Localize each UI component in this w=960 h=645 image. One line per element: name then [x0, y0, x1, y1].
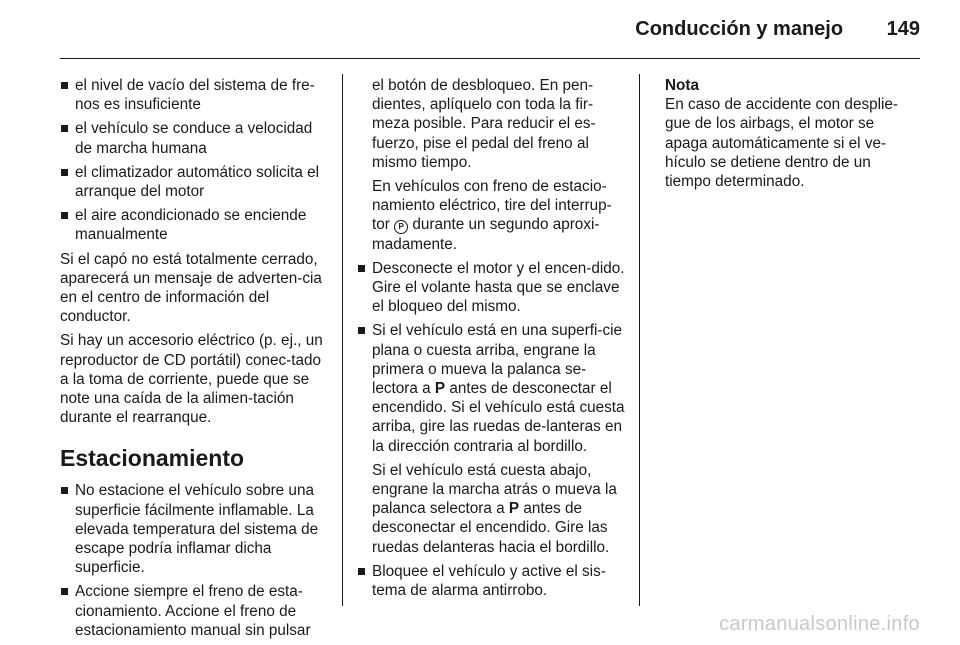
section-title: Conducción y manejo [635, 18, 844, 40]
heading-parking: Estacionamiento [60, 445, 245, 472]
parking-brake-icon: P [394, 220, 408, 234]
paragraph-hood: Si el capó no está totalmente cerrado, aparecerá un mensaje de adverten-cia en el centro de información del conductor. [60, 250, 322, 326]
note-title: Nota [665, 77, 699, 94]
electric-brake-text-b: durante un segundo aproxi-madamente. [372, 216, 600, 253]
paragraph-accessory: Si hay un accesorio eléctrico (p. ej., un reproductor de CD portátil) conec-tado a la toma de corriente, puede que se note una caída de la alimen-tación durante el rearranque. [60, 332, 323, 427]
list-item: Accione siempre el freno de esta-cionamiento. Accione el freno de estacionamiento manual sin pulsar [60, 582, 330, 640]
list-item: el nivel de vacío del sistema de fre-nos es insuficiente [60, 76, 330, 114]
watermark: carmanualsonline.info [719, 613, 920, 635]
list-item [357, 321, 627, 455]
page-number: 149 [886, 18, 920, 40]
slope-text-a: Si el vehículo está en una superfi-cie plana o cuesta arriba, engrane la primera o mueva la palanca se-lectora a [372, 322, 622, 398]
gear-p: P [508, 500, 520, 518]
list-item: No estacione el vehículo sobre una superficie fácilmente inflamable. La elevada temperatura del sistema de escape podría inflamar dicha superficie. [60, 481, 330, 577]
page-header [60, 18, 920, 41]
list-item: el vehículo se conduce a velocidad de marcha humana [60, 119, 330, 157]
column-1 [60, 76, 330, 645]
list-item: el aire acondicionado se enciende manualmente [60, 206, 330, 244]
paragraph-continued: el botón de desbloqueo. En pen-dientes, aplíquelo con toda la fir-meza posible. Para reducir el es-fuerzo, pise el pedal del freno al mismo tiempo. [372, 77, 596, 171]
column-divider-2 [639, 74, 640, 606]
note-text: En caso de accidente con desplie-gue de los airbags, el motor se apaga automáticamente si el ve-hículo se detiene dentro de un tiempo determinado. [665, 96, 899, 191]
column-2 [357, 76, 627, 605]
list-item: Desconecte el motor y el encen-dido. Gire el volante hasta que se enclave el bloqueo del mismo. [357, 259, 627, 317]
gear-p: P [434, 380, 446, 398]
electric-brake-text-a: En vehículos con freno de estacio-namiento eléctrico, tire del interrup-tor [372, 178, 612, 234]
downhill-text-b: antes de desconectar el encendido. Gire las ruedas delanteras hacia el bordillo. [372, 500, 610, 556]
column-divider-1 [342, 74, 343, 606]
column-3 [665, 76, 920, 191]
downhill-text-a: Si el vehículo está cuesta abajo, engrane la marcha atrás o mueva la palanca selectora a [372, 461, 617, 518]
list-item: Bloquee el vehículo y active el sis-tema de alarma antirrobo. [357, 562, 627, 600]
paragraph-electric-brake [357, 177, 627, 254]
header-rule [60, 58, 920, 59]
list-item: el climatizador automático solicita el arranque del motor [60, 163, 330, 201]
paragraph-downhill [357, 461, 627, 557]
slope-text-b: antes de desconectar el encendido. Si el vehículo está cuesta arriba, gire las ruedas de-lanteras en la dirección contraria al bordillo. [372, 380, 625, 455]
